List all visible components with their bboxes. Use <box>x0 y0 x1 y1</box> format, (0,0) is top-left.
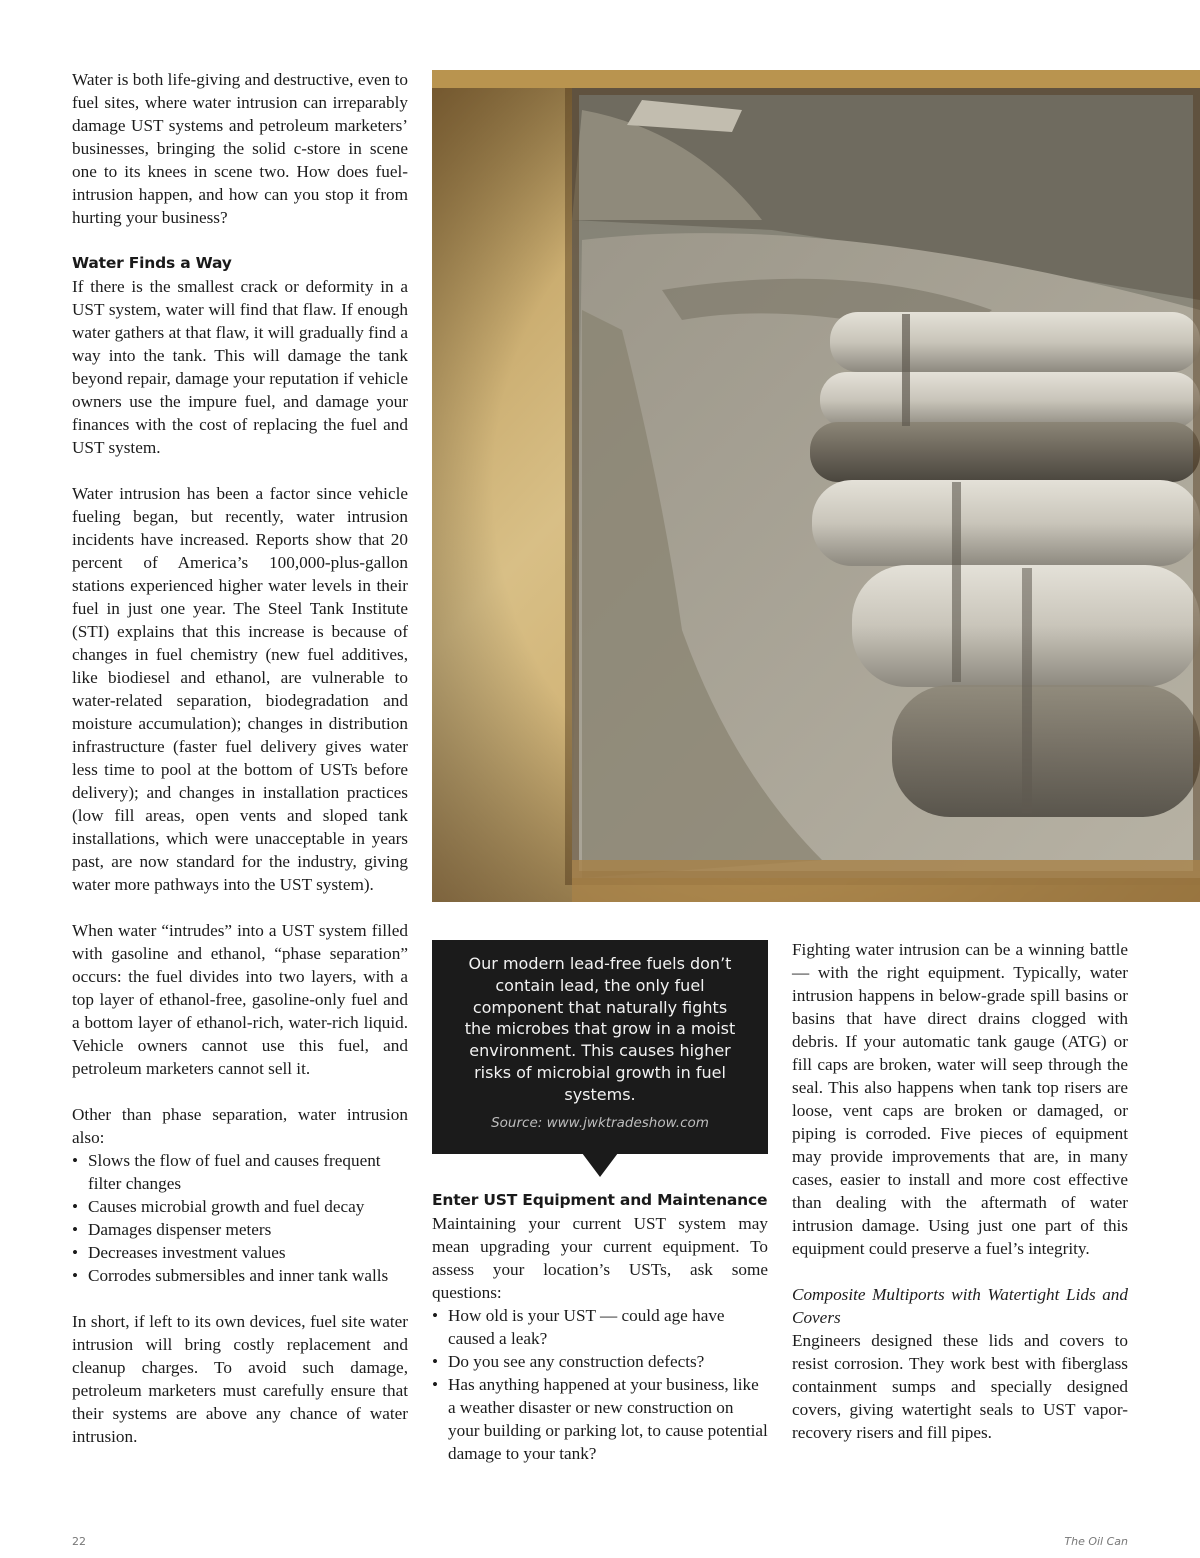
heading-ust-equipment: Enter UST Equipment and Maintenance <box>432 1191 768 1209</box>
composite-paragraph: Engineers designed these lids and covers to resist corrosion. They work best with fiberglass containment sumps and specially designed covers, giving watertight seals to UST vapor-recovery risers and fill pipes. <box>792 1331 1128 1442</box>
list-item: • Slows the flow of fuel and causes frequent filter changes <box>72 1149 408 1195</box>
callout-source: Source: www.jwktradeshow.com <box>491 1114 709 1131</box>
tank-excavation-photo <box>432 70 1200 902</box>
list-item: • Decreases investment values <box>72 1241 408 1264</box>
phase-paragraph: When water “intrudes” into a UST system filled with gasoline and ethanol, “phase separation” occurs: the fuel divides into two layers, with a top layer of ethanol-free, gasoline-only fuel and a bottom layer of ethanol-rich, water-rich liquid. Vehicle owners cannot use this fuel, and petroleum marketers cannot sell it. <box>72 921 408 1078</box>
water-paragraph: If there is the smallest crack or deformity in a UST system, water will find that flaw. If enough water gathers at that flaw, it will gradually find a way into the tank. This will damage the tank beyond repair, damage your reputation if vehicle owners use the impure fuel, and damage your finances with the cost of replacing the fuel and UST system. <box>72 277 408 457</box>
list-item: • Corrodes submersibles and inner tank walls <box>72 1264 408 1287</box>
list-item: • Do you see any construction defects? <box>432 1350 768 1373</box>
other-paragraph: Other than phase separation, water intrusion also: <box>72 1105 408 1147</box>
middle-column <box>432 1189 768 1465</box>
list-item: • How old is your UST — could age have caused a leak? <box>432 1304 768 1350</box>
intro-paragraph: Water is both life-giving and destructive, even to fuel sites, where water intrusion can irreparably damage UST systems and petroleum marketers’ businesses, bringing the solid c-store in scene one to its knees in scene two. How does fuel-intrusion happen, and how can you stop it from hurting your business? <box>72 70 408 227</box>
callout-box <box>432 940 768 1154</box>
equipment-paragraph: Maintaining your current UST system may mean upgrading your current equipment. To assess your location’s USTs, ask some questions: <box>432 1214 768 1302</box>
subheading-composite-multiports: Composite Multiports with Watertight Lids and Covers <box>792 1285 1128 1327</box>
heading-water-finds-a-way: Water Finds a Way <box>72 254 232 272</box>
effects-list <box>72 1149 408 1287</box>
factor-paragraph: Water intrusion has been a factor since vehicle fueling began, but recently, water intrusion incidents have increased. Reports show that 20 percent of America’s 100,000-plus-gallon stations experienced higher water levels in their fuel in just one year. The Steel Tank Institute (STI) explains that this increase is because of changes in fuel chemistry (new fuel additives, like biodiesel and ethanol, are vulnerable to water-related separation, biodegradation and moisture accumulation); changes in distribution infrastructure (faster fuel delivery gives water less time to pool at the bottom of USTs before delivery); and changes in installation practices (low fill areas, open vents and sloped tank installations, which were unacceptable in years past, are now standard for the industry, giving water more pathways into the UST system). <box>72 484 408 894</box>
left-column <box>72 68 408 1448</box>
list-item: • Damages dispenser meters <box>72 1218 408 1241</box>
short-paragraph: In short, if left to its own devices, fuel site water intrusion will bring costly replacement and cleanup charges. To avoid such damage, petroleum marketers must carefully ensure that their systems are above any chance of water intrusion. <box>72 1312 408 1446</box>
page-number: 22 <box>72 1535 86 1548</box>
fighting-paragraph: Fighting water intrusion can be a winning battle — with the right equipment. Typically, water intrusion happens in below-grade spill basins or basins that have direct drains clogged with debris. If your automatic tank gauge (ATG) or fill caps are broken, water will seep through the seal. This also happens when tank top risers are loose, vent caps are broken or damaged, or piping is corroded. Five pieces of equipment may provide improvements that are, in many cases, easier to install and more cost effective than dealing with the aftermath of water intrusion damage. Using just one part of this equipment could preserve a fuel’s integrity. <box>792 940 1128 1258</box>
publication-name: The Oil Can <box>1064 1535 1128 1548</box>
list-item: • Causes microbial growth and fuel decay <box>72 1195 408 1218</box>
questions-list <box>432 1304 768 1465</box>
photo-illustration <box>432 70 1200 902</box>
right-column <box>792 938 1128 1444</box>
callout-quote: Our modern lead-free fuels don’t contain lead, the only fuel component that naturally fights the microbes that grow in a moist environment. This causes higher risks of microbial growth in fuel systems. <box>464 954 736 1104</box>
list-item: • Has anything happened at your business, like a weather disaster or new construction on your building or parking lot, to cause potential damage to your tank? <box>432 1373 768 1465</box>
callout-pointer-icon <box>582 1153 618 1177</box>
